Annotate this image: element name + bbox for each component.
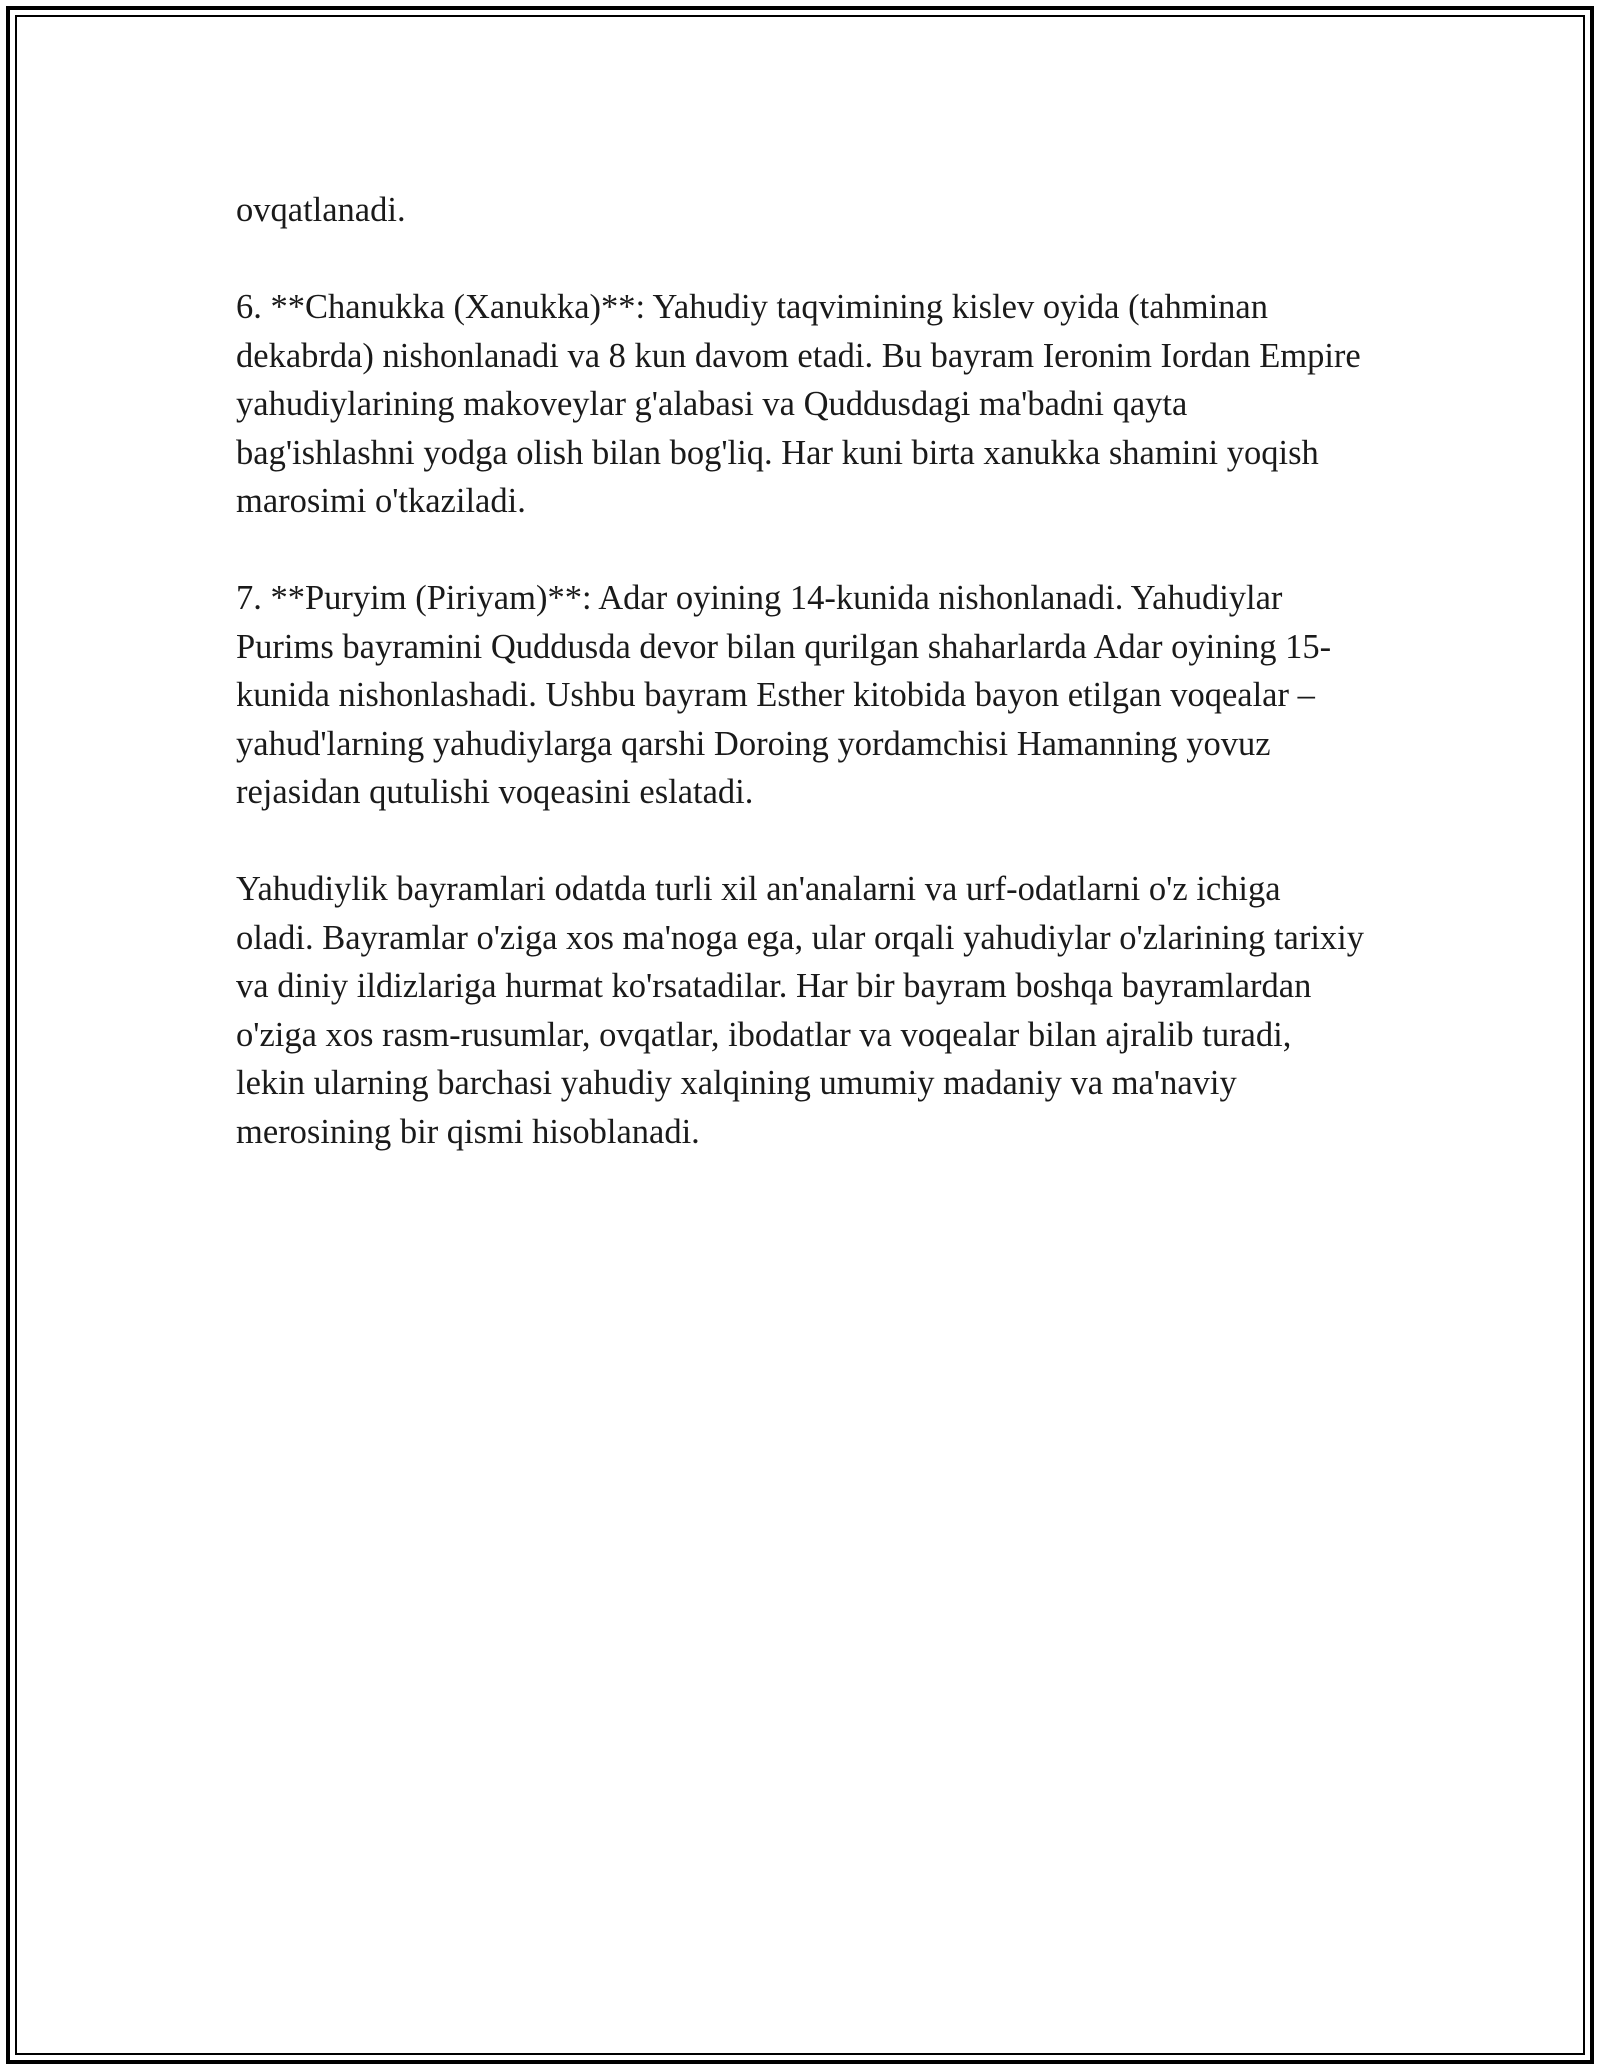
paragraph-puryim: 7. **Puryim (Piriyam)**: Adar oyining 14-kunida nishonlanadi. Yahudiylar Purims bayramini Quddusda devor bilan qurilgan shaharlarda Adar oyining 15-kunida nishonlashadi. Ushbu bayram Esther kitobida bayon etilgan voqealar – yahud'larning yahudiylarga qarshi Doroing yordamchisi Hamanning yovuz rejasidan qutulishi voqeasini eslatadi. xyxy=(236,579,1332,811)
paragraph-summary: Yahudiylik bayramlari odatda turli xil an'analarni va urf-odatlarni o'z ichiga oladi. Bayramlar o'ziga xos ma'noga ega, ular orqali yahudiylar o'zlarining tarixiy va diniy ildizlariga hurmat ko'rsatadilar. Har bir bayram boshqa bayramlardan o'ziga xos rasm-rusumlar, ovqatlar, ibodatlar va voqealar bilan ajralib turadi, lekin ularning barchasi yahudiy xalqining umumiy madaniy va ma'naviy merosining bir qismi hisoblanadi. xyxy=(236,870,1365,1151)
document-body xyxy=(236,186,1366,1205)
paragraph-continuation: ovqatlanadi. xyxy=(236,191,406,229)
paragraph-chanukka: 6. **Chanukka (Xanukka)**: Yahudiy taqvimining kislev oyida (tahminan dekabrda) nishonlanadi va 8 kun davom etadi. Bu bayram Ieronim Iordan Empire yahudiylarining makoveylar g'alabasi va Quddusdagi ma'badni qayta bag'ishlashni yodga olish bilan bog'liq. Har kuni birta xanukka shamini yoqish marosimi o'tkaziladi. xyxy=(236,288,1361,520)
